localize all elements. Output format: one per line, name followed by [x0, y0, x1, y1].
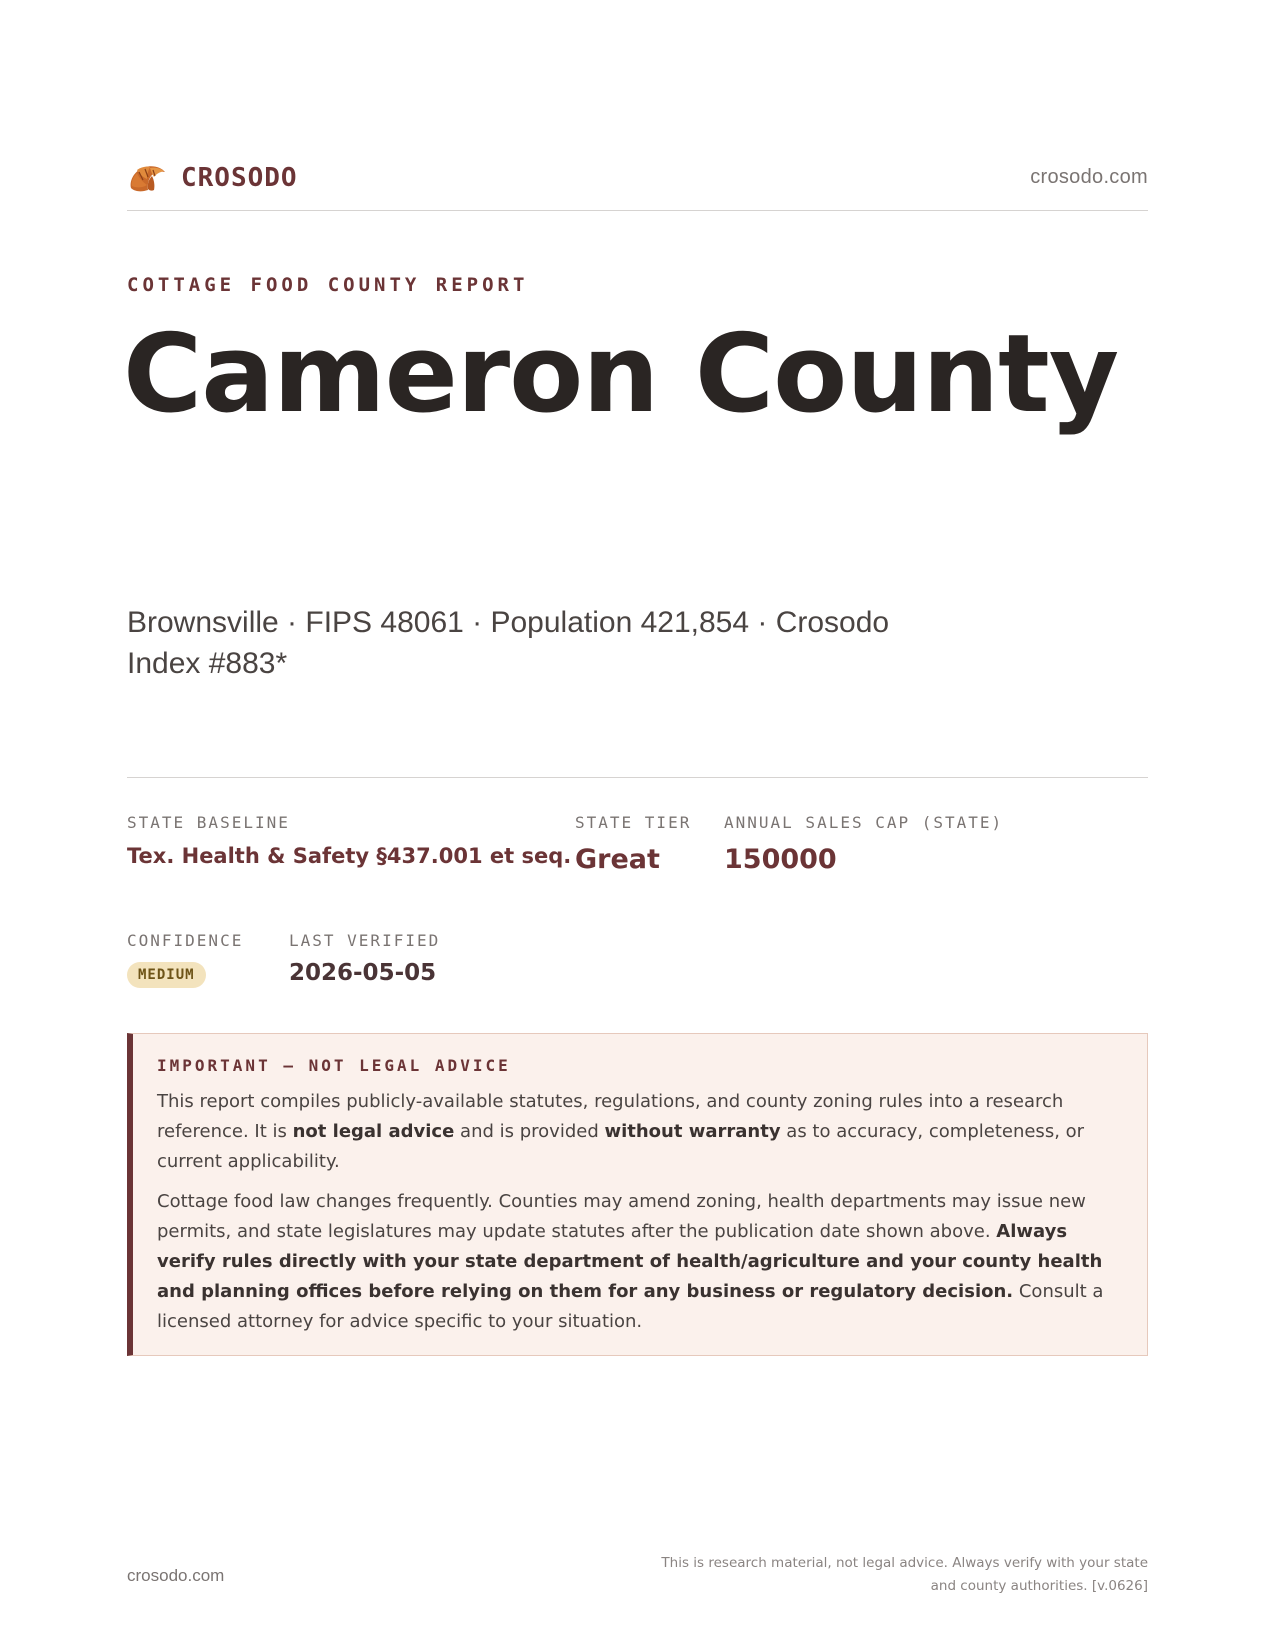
notice-text: Cottage food law changes frequently. Counties may amend zoning, health departments may issue new permits, and state legislatures may update statutes after the publication date shown above. [157, 1191, 1086, 1242]
report-page [123, 0, 1148, 1650]
footer-disclaimer [628, 1552, 1148, 1598]
footer-disclaimer-line-2: and county authorities. [v.0626] [930, 1578, 1148, 1594]
annual-sales-cap [724, 813, 1003, 875]
state-baseline [127, 813, 571, 868]
legal-notice [127, 1033, 1148, 1356]
last-verified [289, 931, 440, 986]
brand [127, 158, 298, 198]
confidence-label: CONFIDENCE [127, 931, 244, 950]
state-tier [575, 813, 691, 875]
state-tier-label: STATE TIER [575, 813, 692, 832]
notice-text: as to accuracy, completeness, or current applicability. [157, 1121, 1085, 1172]
header-site-url[interactable]: crosodo.com [1030, 166, 1148, 188]
confidence-badge: MEDIUM [127, 962, 206, 988]
sales-cap-value: 150000 [724, 844, 837, 875]
header-divider [127, 210, 1148, 211]
last-verified-label: LAST VERIFIED [289, 931, 441, 950]
footer-disclaimer-line-1: This is research material, not legal advice. Always verify with your state [661, 1555, 1148, 1571]
notice-emphasis: not legal advice [292, 1121, 455, 1142]
notice-paragraph-2 [157, 1187, 1121, 1337]
notice-paragraph-1 [157, 1087, 1121, 1177]
state-tier-value: Great [575, 844, 660, 875]
page-title: Cameron County [123, 312, 1119, 437]
confidence [127, 931, 243, 988]
notice-text: This report compiles publicly-available statutes, regulations, and county zoning rules into a research reference. It is [157, 1091, 1064, 1142]
last-verified-value: 2026-05-05 [289, 960, 437, 986]
notice-emphasis: Always verify rules directly with your state department of health/agriculture and your county health and planning offices before relying on them for any business or regulatory decision. [157, 1221, 1103, 1302]
header [127, 158, 1148, 202]
brand-name: CROSODO [181, 163, 298, 193]
footer-site-url[interactable]: crosodo.com [127, 1566, 225, 1585]
sales-cap-label: ANNUAL SALES CAP (STATE) [724, 813, 1004, 832]
section-divider [127, 777, 1148, 778]
notice-text: and is provided [454, 1121, 605, 1142]
notice-text: Consult a licensed attorney for advice specific to your situation. [157, 1281, 1104, 1332]
report-eyebrow: COTTAGE FOOD COUNTY REPORT [127, 274, 529, 296]
state-baseline-value: Tex. Health & Safety §437.001 et seq. [127, 844, 572, 868]
notice-emphasis: without warranty [604, 1121, 781, 1142]
county-subtitle: Brownsville · FIPS 48061 · Population 421,854 · Crosodo Index #883* [127, 606, 890, 680]
state-baseline-label: STATE BASELINE [127, 813, 290, 832]
croissant-icon [127, 158, 169, 198]
notice-title: IMPORTANT — NOT LEGAL ADVICE [157, 1056, 511, 1075]
